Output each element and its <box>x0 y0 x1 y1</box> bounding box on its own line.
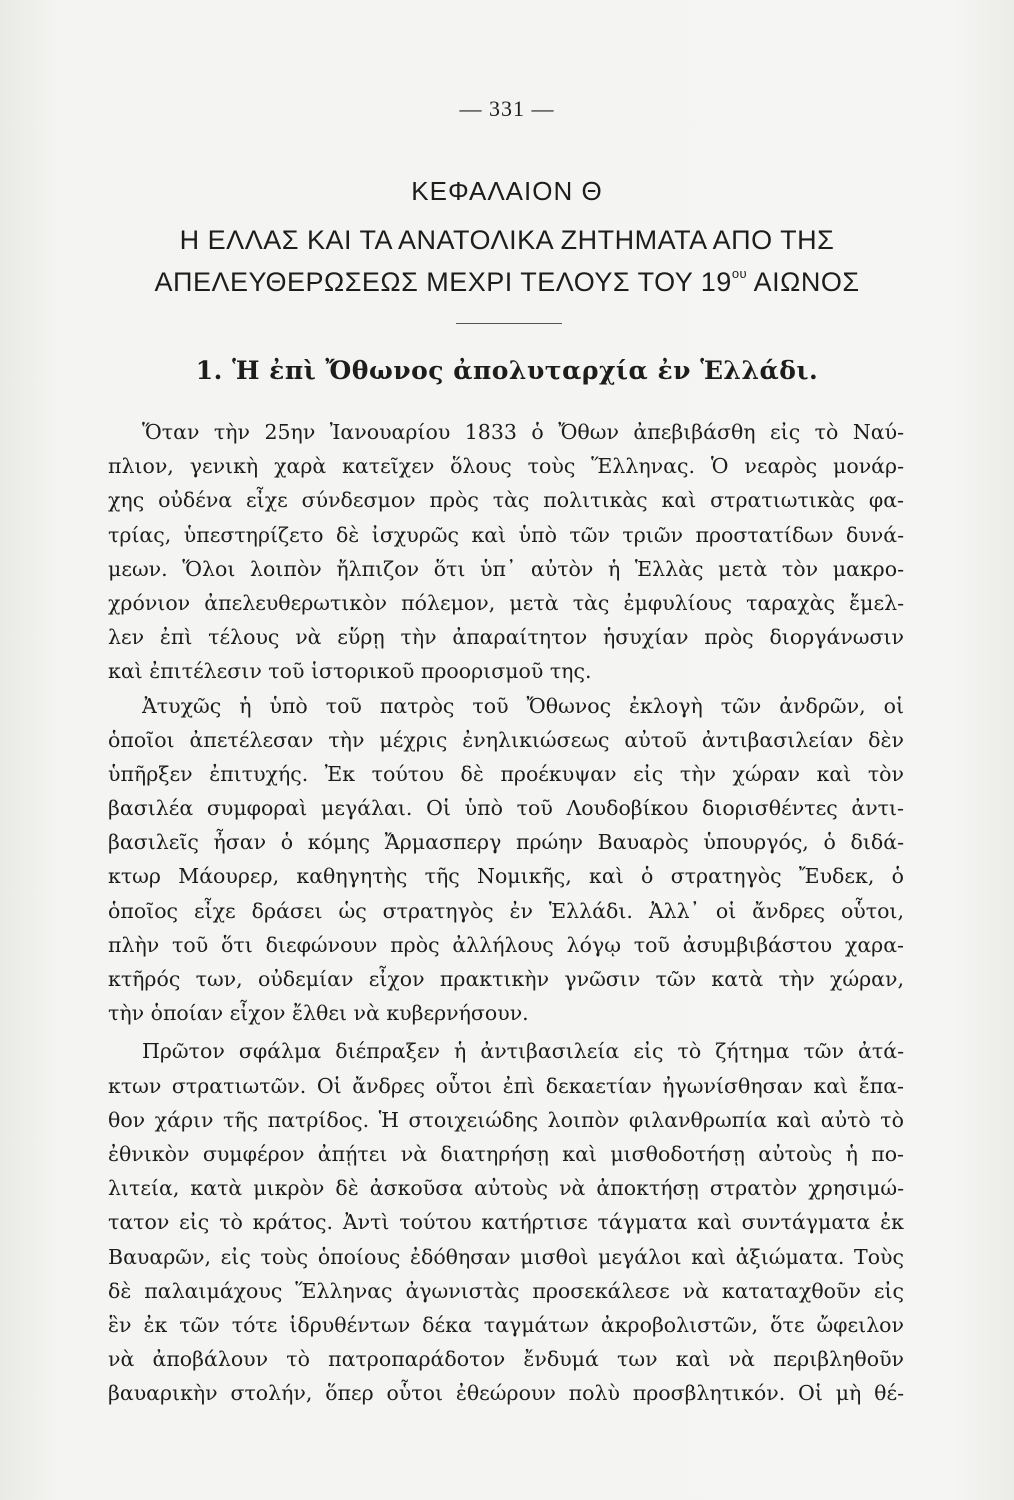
paragraph-2 <box>108 689 904 1031</box>
title-divider <box>456 323 562 324</box>
text-line: ὁποῖοι ἀπετέλεσαν τὴν μέχρις ἐνηλικιώσεως αὐτοῦ ἀντιβασιλείαν δὲν <box>108 727 904 752</box>
text-line: νὰ ἀποβάλουν τὸ πατροπαράδοτον ἔνδυμά των καὶ νὰ περιβληθοῦν <box>108 1347 904 1372</box>
text-line: ὁποῖος εἶχε δράσει ὡς στρατηγὸς ἐν Ἑλλάδι. Ἀλλ᾽ οἱ ἄνδρες οὗτοι, <box>108 898 904 923</box>
page-number: — 331 — <box>459 96 555 121</box>
paragraph-1 <box>108 415 904 689</box>
text-line: θον χάριν τῆς πατρίδος. Ἡ στοιχειώδης λοιπὸν φιλανθρωπία καὶ αὐτὸ τὸ <box>108 1107 904 1132</box>
chapter-title-ordinal-suffix: ου <box>731 266 748 281</box>
chapter-title-line-2-end: ΑΙΩΝΟΣ <box>747 267 860 297</box>
chapter-title-line-2-main: ΑΠΕΛΕΥΘΕΡΩΣΕΩΣ ΜΕΧΡΙ ΤΕΛΟΥΣ ΤΟΥ 19 <box>154 267 732 297</box>
text-line: τρίας, ὑπεστηρίζετο δὲ ἰσχυρῶς καὶ ὑπὸ τῶν τριῶν προστατίδων δυνά- <box>108 522 904 547</box>
text-line: ὑπῆρξεν ἐπιτυχής. Ἐκ τούτου δὲ προέκυψαν εἰς τὴν χώραν καὶ τὸν <box>108 761 904 786</box>
text-line: τὴν ὁποίαν εἶχον ἔλθει νὰ κυβερνήσουν. <box>108 1001 529 1026</box>
chapter-title-line-1: Η ΕΛΛΑΣ ΚΑΙ ΤΑ ΑΝΑΤΟΛΙΚΑ ΖΗΤΗΜΑΤΑ ΑΠΟ ΤΗΣ <box>179 225 835 255</box>
text-line: τατον εἰς τὸ κράτος. Ἀντὶ τούτου κατήρτισε τάγματα καὶ συντάγματα ἐκ <box>108 1210 904 1235</box>
text-line: καὶ ἐπιτέλεσιν τοῦ ἱστορικοῦ προορισμοῦ της. <box>108 659 592 684</box>
text-line: χρόνιον ἀπελευθερωτικὸν πόλεμον, μετὰ τὰς ἐμφυλίους ταραχὰς ἔμελ- <box>108 590 904 615</box>
text-line: χης οὐδένα εἶχε σύνδεσμον πρὸς τὰς πολιτικὰς καὶ στρατιωτικὰς φα- <box>108 488 904 513</box>
text-line: ἐθνικὸν συμφέρον ἀπῄτει νὰ διατηρήσῃ καὶ μισθοδοτήσῃ αὐτοὺς ἡ πο- <box>108 1141 904 1166</box>
text-line: κτῆρός των, οὐδεμίαν εἶχον πρακτικὴν γνῶσιν τῶν κατὰ τὴν χώραν, <box>108 967 904 991</box>
text-line: δὲ παλαιμάχους Ἕλληνας ἀγωνιστὰς προσεκάλεσε νὰ καταταχθοῦν εἰς <box>108 1278 904 1303</box>
text-line: βασιλεῖς ἦσαν ὁ κόμης Ἄρμασπεργ πρώην Βαυαρὸς ὑπουργός, ὁ διδά- <box>108 830 904 855</box>
text-line: κτων στρατιωτῶν. Οἱ ἄνδρες οὗτοι ἐπὶ δεκαετίαν ἠγωνίσθησαν καὶ ἔπα- <box>108 1073 904 1098</box>
text-line: Βαυαρῶν, εἰς τοὺς ὁποίους ἐδόθησαν μισθοὶ μεγάλοι καὶ ἀξιώματα. Τοὺς <box>108 1244 904 1269</box>
text-line: πλὴν τοῦ ὅτι διεφώνουν πρὸς ἀλλήλους λόγῳ τοῦ ἀσυμβιβάστου χαρα- <box>108 932 904 957</box>
text-line: μεων. Ὅλοι λοιπὸν ἤλπιζον ὅτι ὑπ᾽ αὐτὸν ἡ Ἑλλὰς μετὰ τὸν μακρο- <box>108 556 904 581</box>
text-line: ἓν ἐκ τῶν τότε ἱδρυθέντων δέκα ταγμάτων ἀκροβολιστῶν, ὅτε ὤφειλον <box>108 1312 904 1337</box>
text-line: Ὅταν τὴν 25ην Ἰανουαρίου 1833 ὁ Ὄθων ἀπεβιβάσθη εἰς τὸ Ναύ- <box>142 420 904 444</box>
text-line: Ἀτυχῶς ἡ ὑπὸ τοῦ πατρὸς τοῦ Ὄθωνος ἐκλογὴ τῶν ἀνδρῶν, οἱ <box>142 693 904 718</box>
text-line: βασιλέα συμφοραὶ μεγάλαι. Οἱ ὑπὸ τοῦ Λουδοβίκου διορισθέντες ἀντι- <box>108 796 904 821</box>
text-line: Πρῶτον σφάλμα διέπραξεν ἡ ἀντιβασιλεία εἰς τὸ ζήτημα τῶν ἀτά- <box>142 1039 904 1064</box>
text-line: πλιον, γενικὴ χαρὰ κατεῖχεν ὅλους τοὺς Ἕλληνας. Ὁ νεαρὸς μονάρ- <box>108 454 904 479</box>
section-heading: 1. Ἡ ἐπὶ Ὄθωνος ἀπολυταρχία ἐν Ἑλλάδι. <box>195 356 819 385</box>
text-line: βαυαρικὴν στολήν, ὅπερ οὗτοι ἐθεώρουν πολὺ προσβλητικόν. Οἱ μὴ θέ- <box>108 1381 904 1406</box>
paragraph-3 <box>108 1034 904 1410</box>
text-line: κτωρ Μάουρερ, καθηγητὴς τῆς Νομικῆς, καὶ ὁ στρατηγὸς Ἔυδεκ, ὁ <box>108 864 904 889</box>
body-text <box>108 415 904 1410</box>
chapter-title-line-2 <box>0 266 1014 298</box>
chapter-label: ΚΕΦΑΛΑΙΟΝ Θ <box>411 176 603 206</box>
text-line: λιτεία, κατὰ μικρὸν δὲ ἀσκοῦσα αὐτοὺς νὰ ἀποκτήσῃ στρατὸν χρησιμώ- <box>108 1176 904 1201</box>
text-line: λεν ἐπὶ τέλους νὰ εὕρῃ τὴν ἀπαραίτητον ἡσυχίαν πρὸς διοργάνωσιν <box>108 625 904 650</box>
